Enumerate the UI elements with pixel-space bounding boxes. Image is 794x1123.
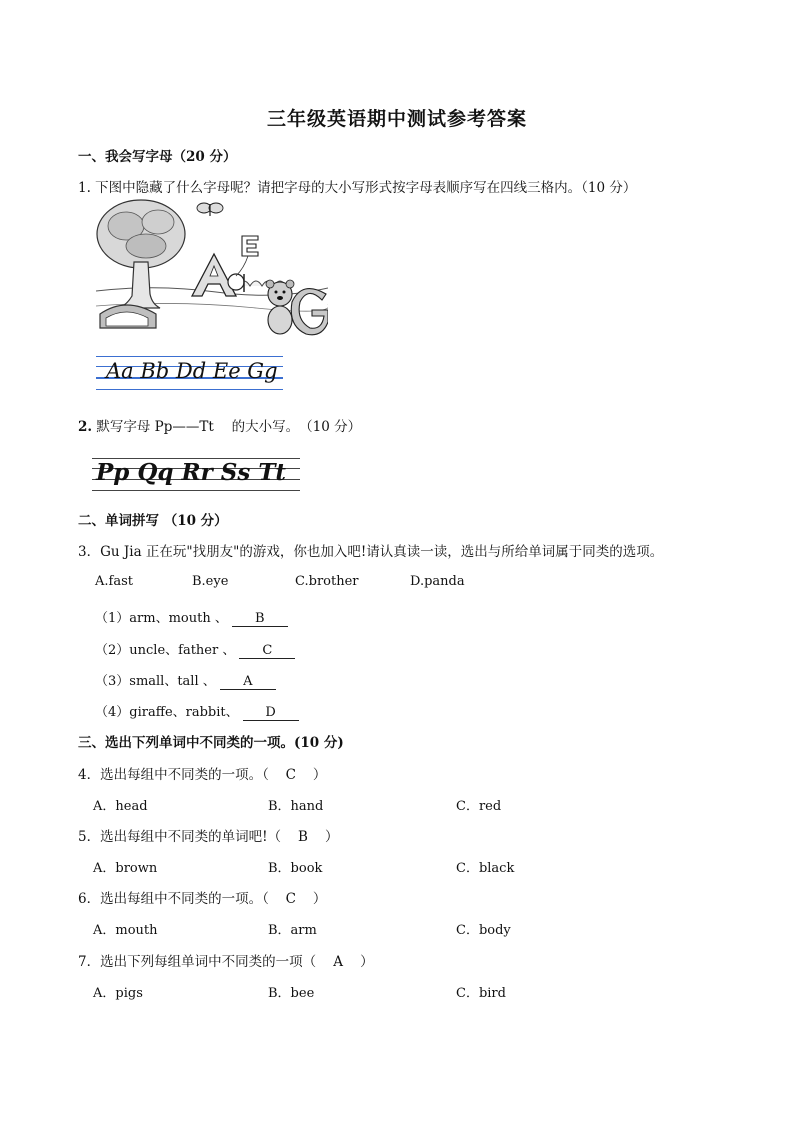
q3-item-1-answer: B bbox=[232, 611, 288, 627]
q7-option-c: C．bird bbox=[456, 986, 506, 1001]
hidden-letters-illustration bbox=[96, 196, 328, 344]
q5-option-c: C．black bbox=[456, 861, 515, 876]
q3-option-a: A.fast bbox=[95, 574, 133, 589]
question-7-answer: A bbox=[333, 954, 343, 970]
question-2-body: 默写字母 Pp——Tt 的大小写。 （10 分） bbox=[92, 419, 362, 435]
q6-option-c: C．body bbox=[456, 923, 511, 938]
q3-item-3 bbox=[95, 670, 276, 690]
question-2-text bbox=[78, 415, 361, 435]
section-heading-1: 一、我会写字母（20 分） bbox=[78, 149, 237, 165]
q7-option-a: A．pigs bbox=[93, 986, 143, 1001]
question-7-close: ） bbox=[360, 954, 374, 970]
q3-item-4 bbox=[95, 701, 299, 721]
question-4-text bbox=[78, 763, 326, 783]
question-6-body: 6．选出每组中不同类的一项。（ bbox=[78, 891, 269, 907]
q3-item-4-label: （4）giraffe、rabbit、 bbox=[95, 705, 239, 720]
question-6-answer: C bbox=[285, 891, 297, 907]
q3-item-1-label: （1）arm、mouth 、 bbox=[95, 611, 228, 626]
q7-option-b: B．bee bbox=[268, 986, 315, 1001]
q4-option-c: C．red bbox=[456, 799, 502, 814]
question-7-text bbox=[78, 950, 374, 970]
q3-option-c: C.brother bbox=[295, 574, 359, 589]
q6-option-a: A．mouth bbox=[93, 923, 158, 938]
question-4-answer: C bbox=[285, 767, 297, 783]
q4-option-b: B．hand bbox=[268, 799, 324, 814]
four-line-grid-1 bbox=[96, 356, 283, 390]
answer-letters-1: Aa Bb Dd Ee Gg bbox=[106, 359, 278, 383]
section-heading-2: 二、单词拼写 （10 分） bbox=[78, 513, 228, 529]
question-4-body: 4．选出每组中不同类的一项。（ bbox=[78, 767, 269, 783]
page-title: 三年级英语期中测试参考答案 bbox=[266, 108, 527, 130]
q3-item-2 bbox=[95, 639, 295, 659]
question-2-number: 2. bbox=[78, 419, 93, 435]
q3-item-2-answer: C bbox=[239, 643, 295, 659]
question-5-text bbox=[78, 825, 339, 845]
q4-option-a: A．head bbox=[93, 799, 148, 814]
question-3-text: 3．Gu Jia 正在玩"找朋友"的游戏，你也加入吧!请认真读一读，选出与所给单词属于同类的选项。 bbox=[78, 544, 664, 560]
question-7-body: 7．选出下列每组单词中不同类的一项（ bbox=[78, 954, 317, 970]
q6-option-b: B．arm bbox=[268, 923, 317, 938]
question-5-close: ） bbox=[325, 829, 339, 845]
question-6-text bbox=[78, 887, 326, 907]
q3-item-1 bbox=[95, 607, 288, 627]
q5-option-a: A．brown bbox=[93, 861, 158, 876]
q3-option-d: D.panda bbox=[410, 574, 465, 589]
q5-option-b: B．book bbox=[268, 861, 323, 876]
q3-item-3-answer: A bbox=[220, 674, 276, 690]
question-6-close: ） bbox=[312, 891, 327, 907]
q3-option-b: B.eye bbox=[192, 574, 229, 589]
four-line-grid-2 bbox=[92, 458, 300, 492]
question-4-close: ） bbox=[312, 767, 327, 783]
question-1-text: 1. 下图中隐藏了什么字母呢？请把字母的大小写形式按字母表顺序写在四线三格内。（10 分） bbox=[78, 180, 637, 196]
question-5-answer: B bbox=[298, 829, 308, 845]
q3-item-4-answer: D bbox=[243, 705, 299, 721]
q3-item-2-label: （2）uncle、father 、 bbox=[95, 643, 236, 658]
question-5-body: 5．选出每组中不同类的单词吧!（ bbox=[78, 829, 282, 845]
section-heading-3: 三、选出下列单词中不同类的一项。(10 分) bbox=[78, 735, 344, 751]
q3-item-3-label: （3）small、tall 、 bbox=[95, 674, 216, 689]
answer-letters-2: Pp Qq Rr Ss Tt bbox=[96, 459, 287, 486]
